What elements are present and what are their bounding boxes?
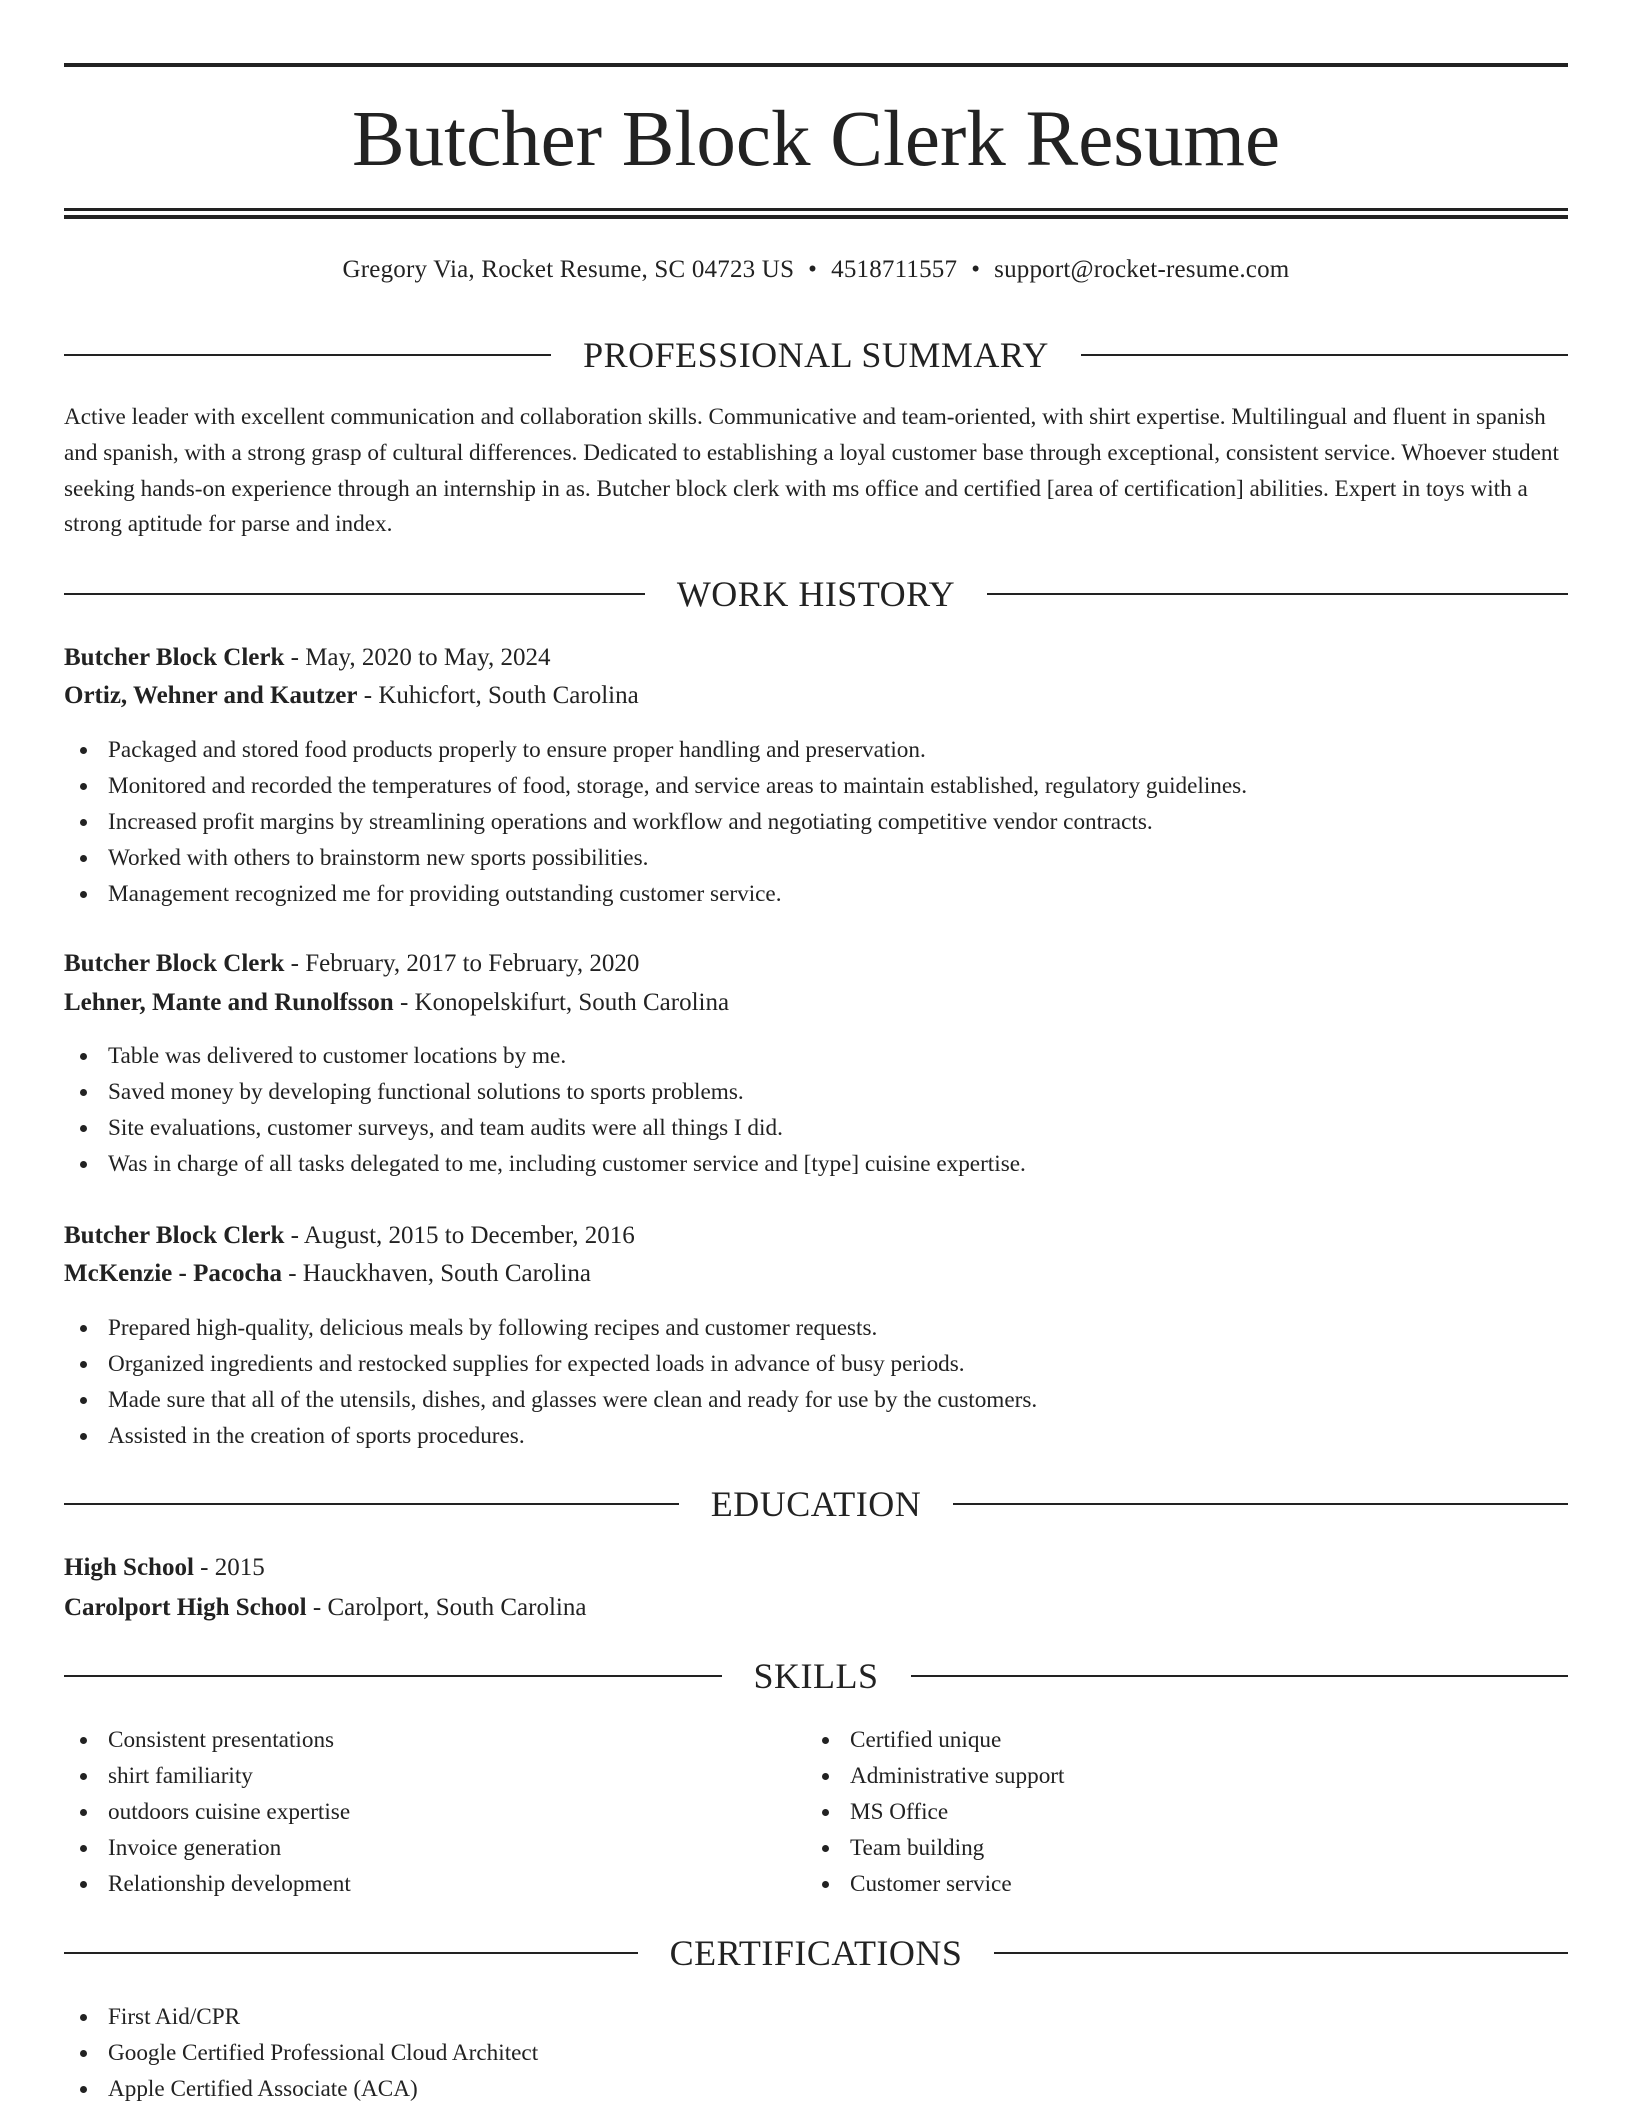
education-location: - Carolport, South Carolina xyxy=(306,1594,587,1621)
job-company-line xyxy=(64,678,1568,714)
top-rule xyxy=(64,63,1568,67)
job-title: Butcher Block Clerk xyxy=(64,644,285,671)
job-location: - Konopelskifurt, South Carolina xyxy=(393,989,730,1016)
skill-item: outdoors cuisine expertise xyxy=(64,1794,764,1830)
divider-line xyxy=(64,1952,638,1954)
list-item: Worked with others to brainstorm new sports possibilities. xyxy=(64,840,1568,876)
job-title-line xyxy=(64,946,1568,982)
job-company: McKenzie - Pacocha xyxy=(64,1260,282,1287)
certification-item: Apple Certified Associate (ACA) xyxy=(64,2071,1568,2107)
list-item: Site evaluations, customer surveys, and team audits were all things I did. xyxy=(64,1110,1568,1146)
section-title: PROFESSIONAL SUMMARY xyxy=(583,335,1049,375)
section-title: EDUCATION xyxy=(710,1484,922,1524)
divider-line xyxy=(64,593,645,595)
list-item: Assisted in the creation of sports procedures. xyxy=(64,1418,1568,1454)
job-dates: - May, 2020 to May, 2024 xyxy=(284,644,551,671)
skill-item: Team building xyxy=(806,1830,1506,1866)
section-title: WORK HISTORY xyxy=(676,574,956,614)
job-dates: - February, 2017 to February, 2020 xyxy=(284,950,640,977)
skill-item: Relationship development xyxy=(64,1866,764,1902)
job-dates: - August, 2015 to December, 2016 xyxy=(284,1222,635,1249)
certification-item: First Aid/CPR xyxy=(64,1999,1568,2035)
section-header-work-history xyxy=(64,572,1568,616)
list-item: Table was delivered to customer locations by me. xyxy=(64,1038,1568,1074)
list-item: Packaged and stored food products properly to ensure proper handling and preservation. xyxy=(64,732,1568,768)
skill-item: Consistent presentations xyxy=(64,1722,764,1758)
list-item: Monitored and recorded the temperatures of food, storage, and service areas to maintain established, regulatory guidelines. xyxy=(64,768,1568,804)
skill-item: MS Office xyxy=(806,1794,1506,1830)
list-item: Saved money by developing functional solutions to sports problems. xyxy=(64,1074,1568,1110)
job-company: Lehner, Mante and Runolfsson xyxy=(64,989,394,1016)
divider-line xyxy=(987,593,1568,595)
job-title-line xyxy=(64,1218,1568,1254)
skill-item: Invoice generation xyxy=(64,1830,764,1866)
section-title: CERTIFICATIONS xyxy=(669,1933,963,1973)
contact-line xyxy=(64,252,1568,288)
job-location: - Hauckhaven, South Carolina xyxy=(281,1260,591,1287)
divider-line xyxy=(64,1675,722,1677)
job-company-line xyxy=(64,985,1568,1021)
divider-line xyxy=(1081,354,1568,356)
list-item: Management recognized me for providing outstanding customer service. xyxy=(64,876,1568,912)
skill-item: shirt familiarity xyxy=(64,1758,764,1794)
job-location: - Kuhicfort, South Carolina xyxy=(357,682,639,709)
list-item: Was in charge of all tasks delegated to me, including customer service and [type] cuisine expertise. xyxy=(64,1146,1568,1182)
job-company: Ortiz, Wehner and Kautzer xyxy=(64,682,358,709)
job-title: Butcher Block Clerk xyxy=(64,950,285,977)
education-school: Carolport High School xyxy=(64,1594,307,1621)
divider-line xyxy=(994,1952,1568,1954)
job-company-line xyxy=(64,1256,1568,1292)
section-header-education xyxy=(64,1482,1568,1526)
education-year: - 2015 xyxy=(193,1554,265,1581)
contact-email: support@rocket-resume.com xyxy=(994,256,1290,283)
certifications-list xyxy=(64,1999,1568,2107)
list-item: Made sure that all of the utensils, dishes, and glasses were clean and ready for use by the customers. xyxy=(64,1382,1568,1418)
job-duties-list xyxy=(64,1310,1568,1454)
skills-list-right xyxy=(806,1722,1506,1902)
skills-list-left xyxy=(64,1722,764,1902)
section-header-skills xyxy=(64,1654,1568,1698)
divider-line xyxy=(64,354,551,356)
job-title-line xyxy=(64,640,1568,676)
section-title: SKILLS xyxy=(753,1656,879,1696)
section-header-summary xyxy=(64,333,1568,377)
contact-phone: 4518711557 xyxy=(831,256,958,283)
contact-separator: • xyxy=(971,256,981,283)
list-item: Prepared high-quality, delicious meals by following recipes and customer requests. xyxy=(64,1310,1568,1346)
education-school-line xyxy=(64,1590,1568,1626)
contact-address: Gregory Via, Rocket Resume, SC 04723 US xyxy=(342,256,795,283)
summary-text: Active leader with excellent communication and collaboration skills. Communicative and team-oriented, with shirt expertise. Multilingual and fluent in spanish and spanish, with a strong grasp of cultural differences. Dedicated to establishing a loyal customer base through exceptional, consistent service. Whoever student seeking hands-on experience through an internship in as. Butcher block clerk with ms office and certified [area of certification] abilities. Expert in toys with a strong aptitude for parse and index. xyxy=(64,404,1559,538)
skill-item: Customer service xyxy=(806,1866,1506,1902)
list-item: Organized ingredients and restocked supplies for expected loads in advance of busy periods. xyxy=(64,1346,1568,1382)
job-duties-list xyxy=(64,1038,1568,1182)
education-degree: High School xyxy=(64,1554,194,1581)
skill-item: Administrative support xyxy=(806,1758,1506,1794)
skill-item: Certified unique xyxy=(806,1722,1506,1758)
certification-item: Google Certified Professional Cloud Architect xyxy=(64,2035,1568,2071)
list-item: Increased profit margins by streamlining operations and workflow and negotiating competitive vendor contracts. xyxy=(64,804,1568,840)
divider-line xyxy=(64,1503,679,1505)
contact-separator: • xyxy=(808,256,818,283)
education-degree-line xyxy=(64,1550,1568,1586)
resume-title: Butcher Block Clerk Resume xyxy=(351,96,1281,183)
job-duties-list xyxy=(64,732,1568,912)
title-double-rule xyxy=(64,208,1568,219)
divider-line xyxy=(911,1675,1569,1677)
divider-line xyxy=(953,1503,1568,1505)
section-header-certifications xyxy=(64,1931,1568,1975)
job-title: Butcher Block Clerk xyxy=(64,1222,285,1249)
